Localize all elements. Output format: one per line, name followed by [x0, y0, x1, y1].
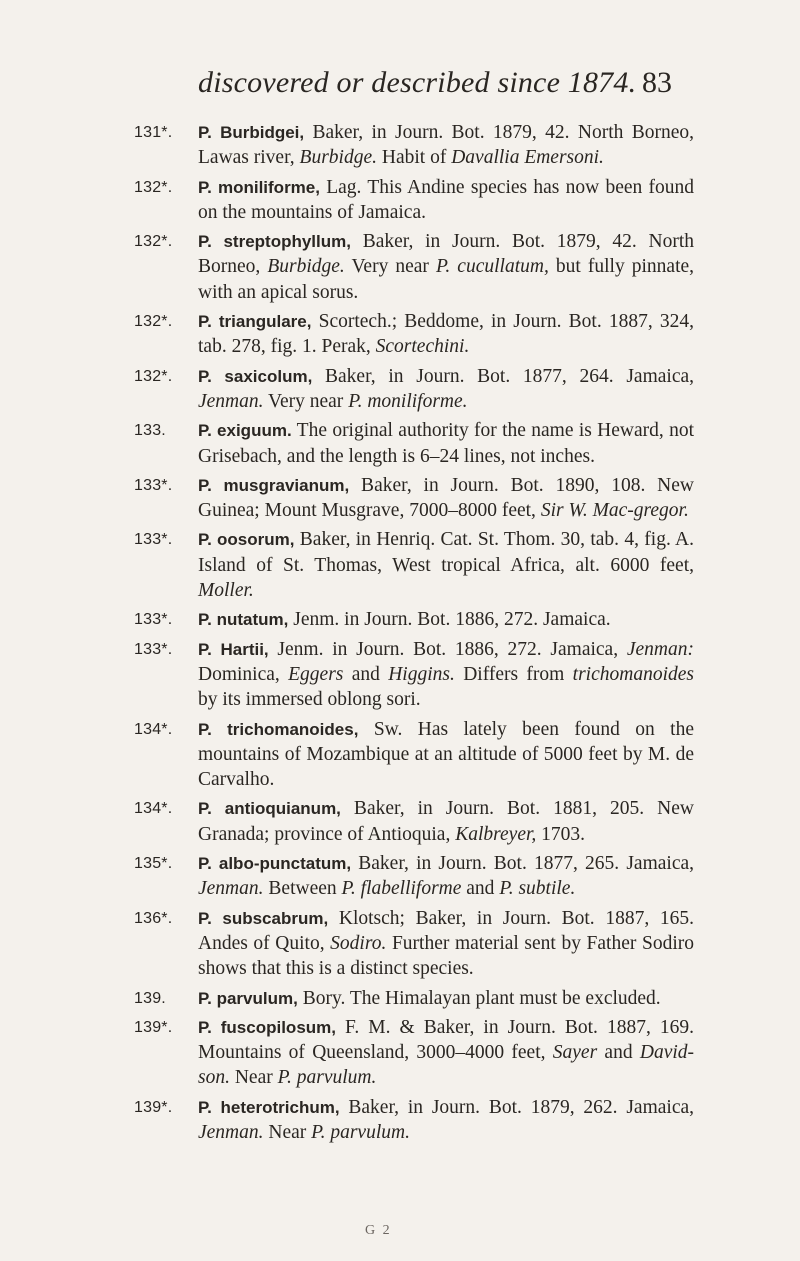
entry-text: Jenm. in Journ. Bot. 1886, 272. Jamaica.	[288, 609, 611, 631]
italic-text: Sodiro.	[330, 932, 387, 954]
entry-text: Further material sent by Father Sodiro shows that this is a distinct species.	[198, 932, 694, 980]
italic-text: Jenman.	[198, 390, 264, 412]
entry-text: Dominica,	[198, 663, 289, 685]
species-name: P. Burbidgei,	[198, 123, 305, 142]
entry-text: Klotsch; Baker, in Journ. Bot. 1887, 165. Andes of Quito,	[198, 907, 694, 954]
entry-text: Between	[263, 878, 342, 900]
species-entry	[134, 637, 694, 713]
entry-number: 132*.	[134, 178, 173, 196]
italic-text: P. moniliforme.	[348, 390, 468, 412]
italic-text: Jenman:	[626, 638, 694, 660]
entry-text: Baker, in Journ. Bot. 1877, 265. Jamaica,	[351, 853, 695, 875]
species-name: P. nutatum,	[198, 610, 289, 630]
species-name: P. exiguum.	[198, 421, 292, 441]
italic-text: Sir W. Mac-gregor.	[540, 500, 689, 522]
italic-text: Jenman.	[198, 878, 264, 900]
entry-number: 139*.	[134, 1098, 173, 1116]
entry-text: by its immersed oblong sori.	[198, 689, 421, 711]
species-name: P. streptophyllum,	[198, 232, 351, 252]
species-entry	[134, 309, 694, 360]
species-name: P. parvulum,	[198, 988, 298, 1008]
entry-text: Sw. Has lately been found on the mountains of Mozambique at an altitude of 5000 feet by M. de Carvalho.	[198, 718, 694, 791]
printer-signature: G 2	[365, 1223, 392, 1238]
species-name: P. Hartii,	[198, 639, 269, 659]
entry-number: 133.	[134, 422, 166, 440]
species-entry	[134, 607, 694, 632]
entry-text: Baker, in Journ. Bot. 1881, 205. New Granada; province of Antioquia,	[198, 798, 694, 845]
species-name: P. fuscopilosum,	[198, 1017, 336, 1037]
entry-number: 136*.	[134, 909, 173, 927]
entry-text: Baker, in Journ. Bot. 1890, 108. New Guinea; Mount Musgrave, 7000–8000 feet,	[198, 474, 694, 522]
entry-number: 134*.	[134, 800, 173, 818]
entry-number: 133*.	[134, 611, 173, 629]
species-entry	[134, 796, 694, 847]
entry-number: 132*.	[134, 367, 173, 385]
entry-text: Very near	[263, 390, 349, 412]
entry-text: Baker, in Journ. Bot. 1879, 262. Jamaica,	[339, 1096, 694, 1118]
italic-text: P. flabelliforme	[341, 878, 462, 900]
entry-text: but fully pinnate, with an apical sorus.	[198, 256, 695, 303]
species-entry	[134, 1095, 694, 1146]
species-entry	[134, 717, 694, 793]
italic-text: David-son.	[198, 1042, 695, 1089]
species-name: P. albo-punctatum,	[198, 854, 352, 874]
entry-text: Baker, in Journ. Bot. 1877, 264. Jamaica,	[312, 365, 695, 387]
species-name: P. trichomanoides,	[198, 719, 359, 739]
species-entry	[134, 418, 694, 469]
entry-number: 132*.	[134, 313, 173, 331]
entry-number: 134*.	[134, 720, 173, 738]
species-name: P. triangulare,	[198, 312, 312, 332]
entry-text: Lag. This Andine species has now been found on the mountains of Jamaica.	[198, 176, 694, 223]
entry-text: and	[597, 1042, 640, 1064]
species-entry	[134, 175, 694, 226]
entry-number: 133*.	[134, 476, 173, 494]
entry-text: The original authority for the name is Heward, not Grisebach, and the length is 6–24 lines, not inches.	[198, 420, 695, 467]
entry-text: Near	[229, 1067, 278, 1089]
entry-text: Baker, in Journ. Bot. 1879, 42. North Borneo,	[198, 231, 695, 278]
italic-text: trichomanoides	[572, 663, 694, 685]
species-name: P. subscabrum,	[198, 908, 329, 928]
entry-number: 135*.	[134, 855, 173, 873]
species-entry	[134, 120, 694, 171]
species-entry	[134, 229, 694, 305]
entry-number: 131*.	[134, 124, 173, 141]
italic-text: Kalbreyer,	[455, 823, 537, 845]
species-name: P. musgravianum,	[198, 475, 350, 495]
italic-text: Moller.	[198, 580, 254, 602]
entry-text: Differs from	[454, 663, 573, 685]
entry-number: 133*.	[134, 640, 173, 658]
italic-text: Eggers	[288, 663, 344, 685]
species-entry	[134, 986, 694, 1011]
entry-number: 139*.	[134, 1018, 173, 1036]
entry-text: F. M. & Baker, in Journ. Bot. 1887, 169. Mountains of Queensland, 3000–4000 feet,	[198, 1016, 694, 1064]
italic-text: Burbidge.	[267, 256, 345, 278]
species-name: P. heterotrichum,	[198, 1097, 340, 1117]
species-entry	[134, 527, 694, 603]
species-entry	[134, 364, 694, 415]
italic-text: Higgins.	[388, 663, 455, 685]
entry-text: Bory. The Himalayan plant must be excluded.	[297, 987, 661, 1009]
species-entries	[134, 120, 694, 1149]
entry-text: Very near	[344, 256, 436, 278]
entry-text: Baker, in Henriq. Cat. St. Thom. 30, tab. 4, fig. A. Island of St. Thomas, West tropical Africa, alt. 6000 feet,	[198, 529, 695, 576]
italic-text: Sayer	[552, 1042, 598, 1064]
italic-text: P. parvulum.	[311, 1121, 410, 1143]
species-entry	[134, 473, 694, 524]
entry-text: Scortech.; Beddome, in Journ. Bot. 1887, 324, tab. 278, fig. 1. Perak,	[198, 311, 694, 358]
italic-text: Jenman.	[198, 1121, 264, 1143]
italic-text: Davallia Emersoni.	[451, 147, 604, 169]
running-head	[150, 66, 672, 106]
entry-number: 133*.	[134, 531, 173, 549]
entry-text: Habit of	[377, 147, 452, 169]
species-entry	[134, 1015, 694, 1091]
entry-number: 132*.	[134, 233, 173, 251]
species-entry	[134, 851, 694, 902]
entry-text: Jenm. in Journ. Bot. 1886, 272. Jamaica,	[268, 638, 627, 660]
entry-text: Near	[263, 1121, 312, 1143]
entry-text: and	[461, 878, 500, 900]
page-number: 83	[642, 66, 672, 99]
entry-text: 1703.	[536, 823, 586, 845]
entry-text: Baker, in Journ. Bot. 1879, 42. North Borneo, Lawas river,	[198, 122, 694, 169]
italic-text: P. cucullatum,	[435, 256, 549, 278]
entry-text: and	[343, 663, 389, 685]
italic-text: Scortechini.	[375, 336, 470, 358]
italic-text: P. subtile.	[499, 878, 576, 900]
species-name: P. antioquianum,	[198, 799, 341, 819]
species-name: P. moniliforme,	[198, 177, 320, 197]
entry-number: 139.	[134, 989, 166, 1007]
italic-text: P. parvulum.	[277, 1067, 377, 1089]
species-entry	[134, 906, 694, 982]
species-name: P. oosorum,	[198, 530, 295, 550]
running-title: discovered or described since 1874.	[198, 66, 637, 99]
species-name: P. saxicolum,	[198, 366, 313, 386]
italic-text: Burbidge.	[299, 147, 377, 169]
